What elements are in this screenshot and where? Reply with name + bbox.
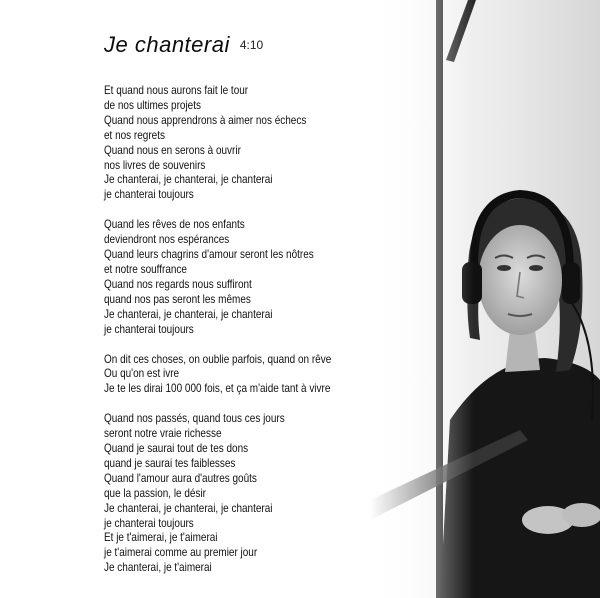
lyric-line: Ou qu'on est ivre — [104, 367, 180, 381]
song-duration: 4:10 — [239, 38, 264, 52]
lyric-line: Quand l'amour aura d'autres goûts — [104, 471, 257, 485]
lyric-line: quand je saurai tes faiblesses — [104, 456, 236, 470]
lyric-line: de nos ultimes projets — [104, 98, 201, 112]
song-header — [104, 32, 263, 58]
lyric-line: Je chanterai, je chanterai, je chanterai — [104, 501, 273, 515]
lyric-line: et nos regrets — [104, 128, 165, 142]
lyric-line: Quand nous apprendrons à aimer nos échecs — [104, 113, 307, 127]
lyric-line: je chanterai toujours — [104, 188, 194, 202]
lyric-line: Quand je saurai tout de tes dons — [104, 442, 249, 456]
lyric-line: je chanterai toujours — [104, 322, 194, 336]
lyric-line: Je te les dirai 100 000 fois, et ça m'aide tant à vivre — [104, 382, 331, 396]
lyric-line: Et quand nous aurons fait le tour — [104, 84, 249, 97]
stanza — [104, 84, 404, 203]
lyric-line: Quand leurs chagrins d'amour seront les nôtres — [104, 248, 314, 262]
lyric-line: Quand nos passés, quand tous ces jours — [104, 412, 285, 426]
lyric-line: Quand nos regards nous suffiront — [104, 277, 252, 291]
lyric-line: Quand nous en serons à ouvrir — [104, 143, 241, 157]
lyric-line: je t'aimerai comme au premier jour — [104, 546, 258, 560]
stanza — [104, 353, 404, 398]
lyric-line: et notre souffrance — [104, 262, 187, 276]
lyric-line: que la passion, le désir — [104, 486, 206, 500]
lyric-line: Je chanterai, je t'aimerai — [104, 561, 212, 575]
singer-photo — [370, 0, 600, 598]
lyric-line: nos livres de souvenirs — [104, 158, 206, 172]
stanza — [104, 218, 404, 337]
lyric-line: quand nos pas seront les mêmes — [104, 292, 251, 306]
lyric-line: deviendront nos espérances — [104, 233, 230, 247]
lyric-line: seront notre vraie richesse — [104, 427, 222, 441]
stanza — [104, 412, 404, 576]
lyric-line: Et je t'aimerai, je t'aimerai — [104, 531, 218, 545]
lyric-line: Quand les rêves de nos enfants — [104, 218, 245, 232]
lyric-line: Je chanterai, je chanterai, je chanterai — [104, 307, 273, 321]
lyrics-block — [104, 84, 404, 591]
song-title: Je chanterai — [104, 32, 230, 57]
lyric-line: On dit ces choses, on oublie parfois, quand on rêve — [104, 352, 332, 366]
lyric-line: Je chanterai, je chanterai, je chanterai — [104, 173, 273, 187]
lyric-line: je chanterai toujours — [104, 516, 194, 530]
